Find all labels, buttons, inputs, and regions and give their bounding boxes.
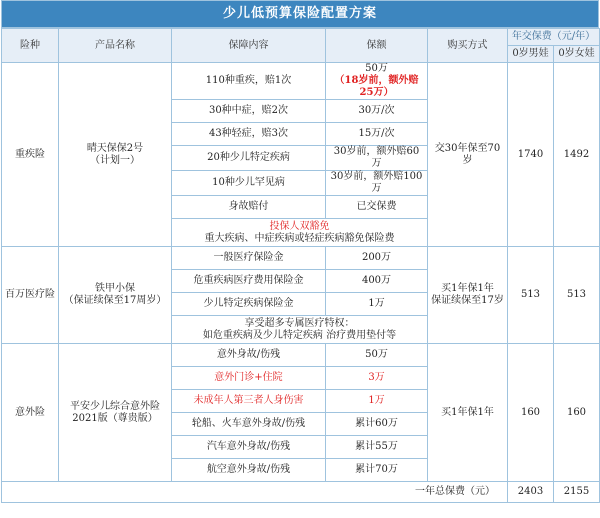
waiver-desc: 重大疾病、中症疾病或轻症疾病豁免保险费 bbox=[204, 232, 395, 244]
plan-container bbox=[1, 0, 599, 503]
product-name: 平安少儿综合意外险 bbox=[70, 400, 160, 412]
amount-value: 50万 bbox=[365, 63, 388, 74]
page-title: 少儿低预算保险配置方案 bbox=[1, 0, 599, 28]
total-label: 一年总保费（元） bbox=[2, 482, 508, 503]
coverage-cell: 30种中症，赔2次 bbox=[172, 100, 326, 123]
product-medical bbox=[59, 247, 172, 344]
amount-cell: 30岁前，额外赔100万 bbox=[326, 171, 428, 196]
header-amount: 保额 bbox=[326, 29, 428, 63]
total-row bbox=[2, 482, 600, 503]
coverage-cell: 意外身故/伤残 bbox=[172, 344, 326, 367]
amount-cell: 30万/次 bbox=[326, 100, 428, 123]
coverage-cell: 危重疾病医疗费用保险金 bbox=[172, 270, 326, 293]
coverage-cell: 43种轻症，赔3次 bbox=[172, 123, 326, 146]
plan-table bbox=[1, 28, 600, 503]
coverage-cell: 汽车意外身故/伤残 bbox=[172, 436, 326, 459]
type-medical: 百万医疗险 bbox=[2, 247, 59, 344]
premium-boy-medical: 513 bbox=[508, 247, 554, 344]
product-plan: 2021版（尊贵版） bbox=[72, 412, 158, 424]
waiver-cell bbox=[172, 219, 428, 247]
premium-boy-accident: 160 bbox=[508, 344, 554, 482]
amount-cell: 15万/次 bbox=[326, 123, 428, 146]
coverage-cell: 意外门诊+住院 bbox=[172, 367, 326, 390]
amount-cell bbox=[326, 63, 428, 100]
amount-cell: 200万 bbox=[326, 247, 428, 270]
medical-extra-line: 享受超多专属医疗特权： bbox=[244, 317, 355, 329]
premium-girl-accident: 160 bbox=[554, 344, 600, 482]
coverage-cell: 少儿特定疾病保险金 bbox=[172, 293, 326, 316]
premium-girl-medical: 513 bbox=[554, 247, 600, 344]
purchase-accident: 买1年保1年 bbox=[428, 344, 508, 482]
table-row bbox=[2, 63, 600, 100]
waiver-title: 投保人双豁免 bbox=[269, 220, 330, 232]
amount-note: （18岁前，额外赔25万） bbox=[334, 75, 419, 98]
amount-cell: 50万 bbox=[326, 344, 428, 367]
header-coverage: 保障内容 bbox=[172, 29, 326, 63]
amount-cell: 累计70万 bbox=[326, 459, 428, 482]
header-girl: 0岁女娃 bbox=[554, 46, 600, 63]
table-row bbox=[2, 344, 600, 367]
purchase-critical: 交30年保至70岁 bbox=[428, 63, 508, 247]
product-plan: （保证续保至17周岁） bbox=[63, 295, 167, 306]
header-purchase: 购买方式 bbox=[428, 29, 508, 63]
header-type: 险种 bbox=[2, 29, 59, 63]
premium-girl-critical: 1492 bbox=[554, 63, 600, 247]
coverage-cell: 未成年人第三者人身伤害 bbox=[172, 390, 326, 413]
header-boy: 0岁男娃 bbox=[508, 46, 554, 63]
product-critical bbox=[59, 63, 172, 247]
total-girl: 2155 bbox=[554, 482, 600, 503]
coverage-cell: 110种重疾，赔1次 bbox=[172, 63, 326, 100]
amount-cell: 1万 bbox=[326, 293, 428, 316]
type-accident: 意外险 bbox=[2, 344, 59, 482]
product-accident bbox=[59, 344, 172, 482]
product-name: 铁甲小保 bbox=[95, 283, 135, 294]
total-boy: 2403 bbox=[508, 482, 554, 503]
amount-cell: 累计55万 bbox=[326, 436, 428, 459]
coverage-cell: 轮船、火车意外身故/伤残 bbox=[172, 413, 326, 436]
amount-cell: 3万 bbox=[326, 367, 428, 390]
coverage-cell: 航空意外身故/伤残 bbox=[172, 459, 326, 482]
table-row bbox=[2, 247, 600, 270]
amount-cell: 累计60万 bbox=[326, 413, 428, 436]
header-premium: 年交保费（元/年） bbox=[508, 29, 600, 46]
amount-cell: 400万 bbox=[326, 270, 428, 293]
purchase-line: 买1年保1年 bbox=[441, 283, 494, 294]
coverage-cell: 身故赔付 bbox=[172, 196, 326, 219]
premium-boy-critical: 1740 bbox=[508, 63, 554, 247]
product-name: 晴天保保2号 bbox=[86, 142, 144, 154]
header-row bbox=[2, 29, 600, 46]
coverage-cell: 20种少儿特定疾病 bbox=[172, 146, 326, 171]
purchase-line: 保证续保至17岁 bbox=[431, 295, 504, 306]
type-critical: 重疾险 bbox=[2, 63, 59, 247]
amount-cell: 已交保费 bbox=[326, 196, 428, 219]
purchase-medical bbox=[428, 247, 508, 344]
amount-cell: 30岁前，额外赔60万 bbox=[326, 146, 428, 171]
medical-extra-line: 如危重疾病及少儿特定疾病 治疗费用垫付等 bbox=[202, 329, 397, 341]
coverage-cell: 10种少儿罕见病 bbox=[172, 171, 326, 196]
coverage-cell: 一般医疗保险金 bbox=[172, 247, 326, 270]
medical-extra-cell bbox=[172, 316, 428, 344]
amount-cell: 1万 bbox=[326, 390, 428, 413]
product-plan: （计划一） bbox=[90, 154, 140, 166]
header-product: 产品名称 bbox=[59, 29, 172, 63]
